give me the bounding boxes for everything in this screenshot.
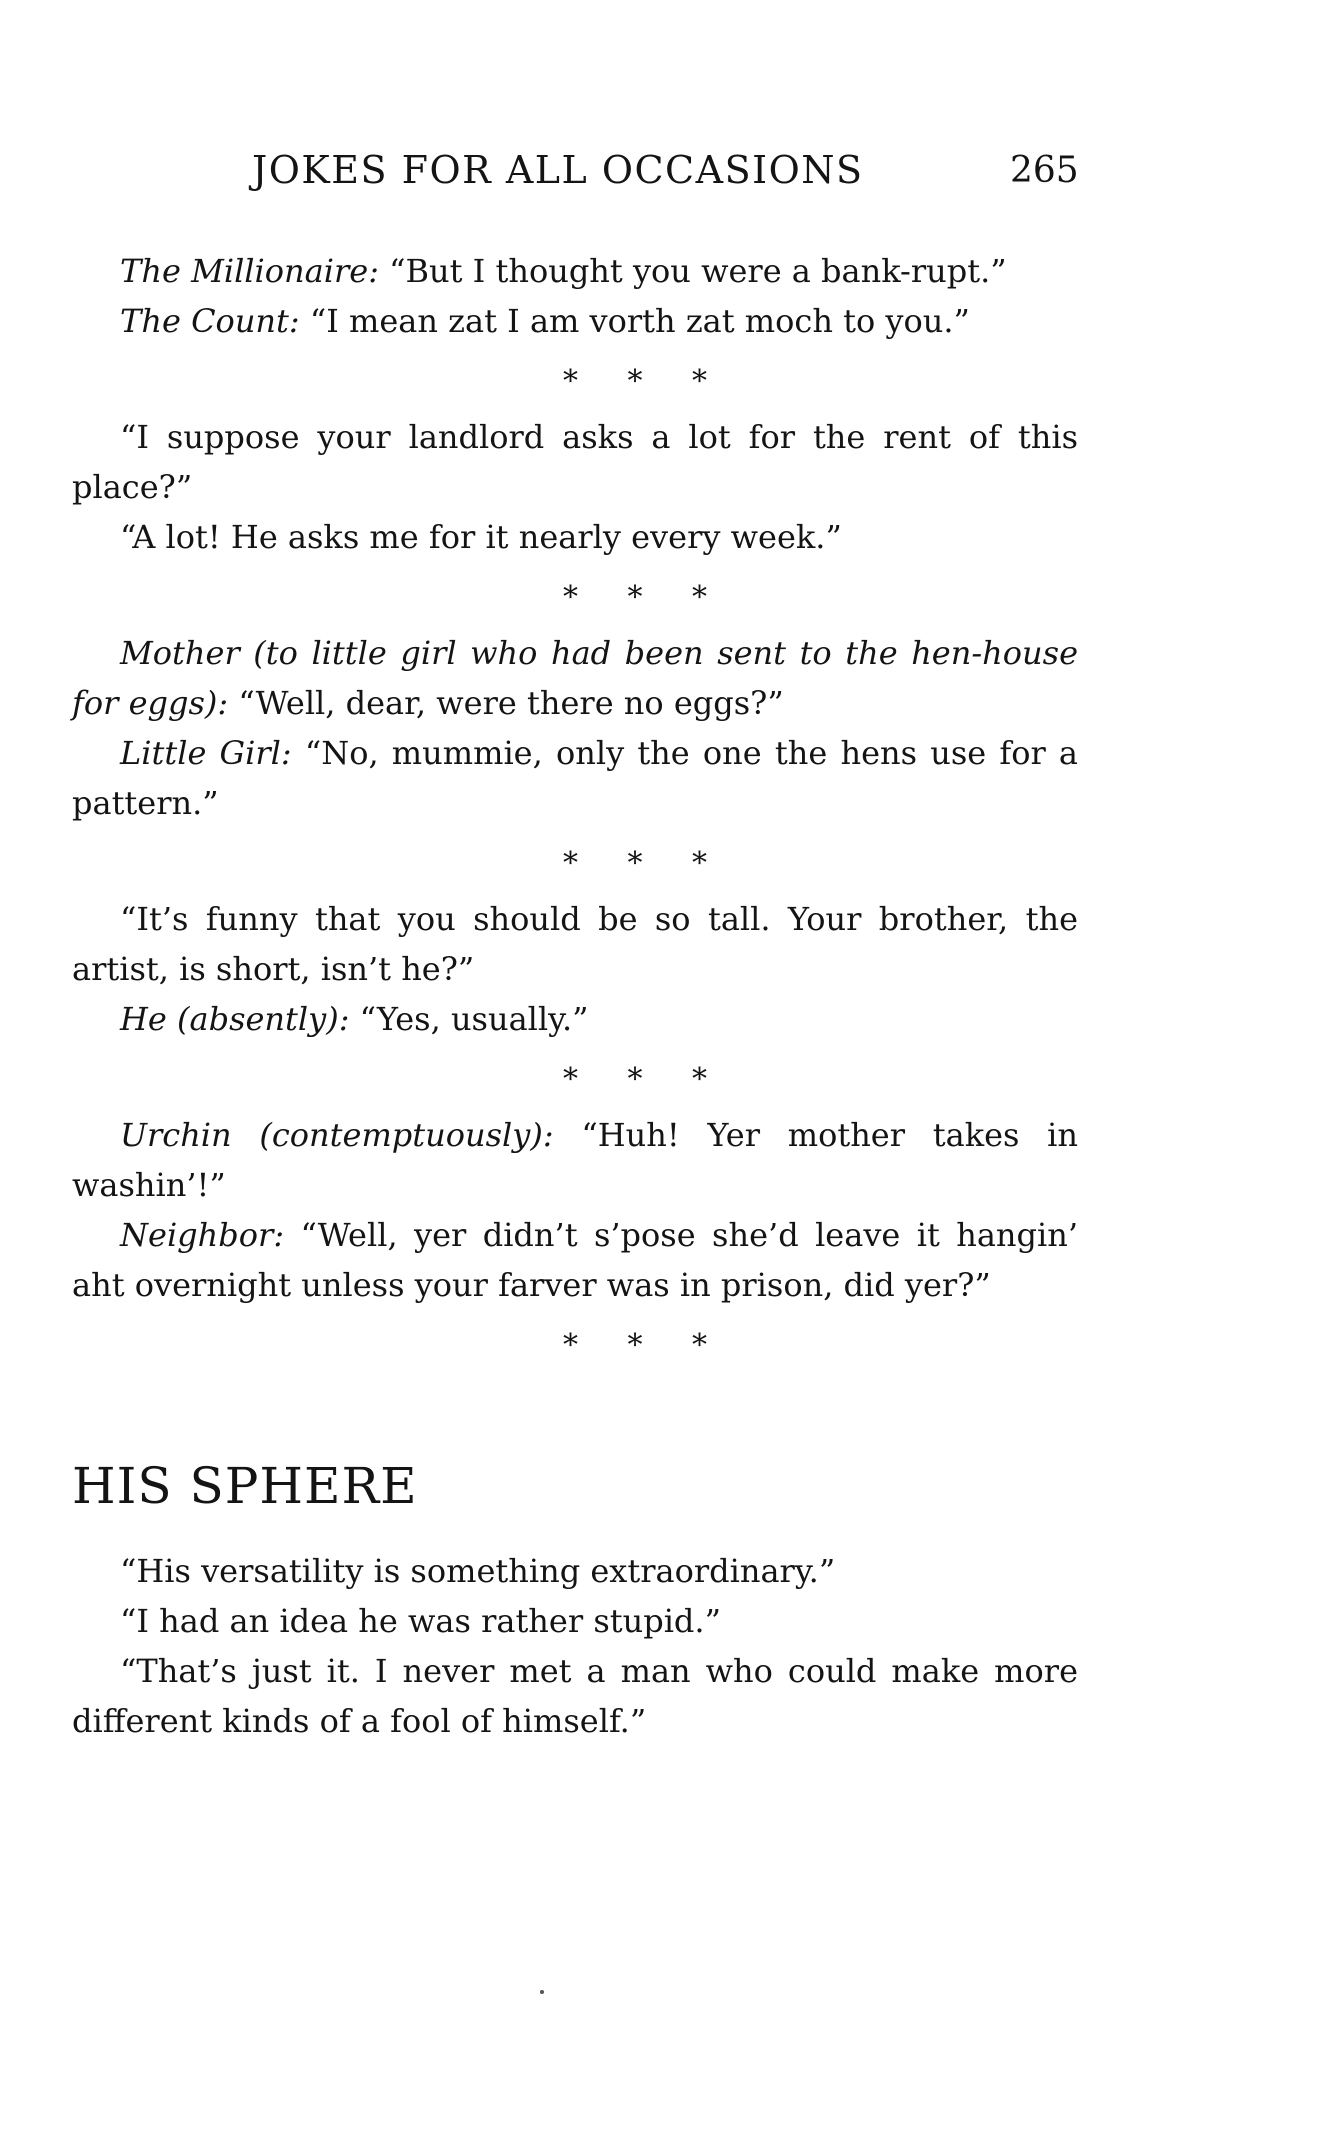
joke-line xyxy=(72,994,1078,1044)
dialogue: “No, mummie, only the one the hens use for a pattern.” xyxy=(72,734,1078,822)
separator-stars: * * * xyxy=(562,580,708,615)
dialogue: “Yes, usually.” xyxy=(359,1000,589,1038)
separator-stars: * * * xyxy=(562,364,708,399)
section-line: “His versatility is something extraordinary.” xyxy=(120,1552,836,1590)
running-head xyxy=(0,148,1331,198)
page-number: 265 xyxy=(1010,150,1079,191)
separator-stars: * * * xyxy=(562,846,708,881)
speaker: The Count: xyxy=(120,302,300,340)
dialogue: “I suppose your landlord asks a lot for the rent of this place?” xyxy=(72,418,1078,506)
joke-line xyxy=(72,246,1078,296)
speaker: He (absently): xyxy=(120,1000,350,1038)
print-speck xyxy=(540,1990,544,1994)
section-line: “I had an idea he was rather stupid.” xyxy=(120,1602,721,1640)
dialogue: “Well, yer didn’t s’pose she’d leave it hangin’ aht overnight unless your farver was in prison, did yer?” xyxy=(72,1216,1079,1304)
separator-stars: * * * xyxy=(562,1328,708,1363)
dialogue: “A lot! He asks me for it nearly every week.” xyxy=(120,518,842,556)
speaker: Mother (to little girl who had been sent to the hen-house for eggs): xyxy=(72,634,1078,722)
joke-line xyxy=(72,894,1078,994)
joke-line xyxy=(72,628,1078,728)
speaker: The Millionaire: xyxy=(120,252,379,290)
speaker: Neighbor: xyxy=(120,1216,285,1254)
speaker: Little Girl: xyxy=(120,734,292,772)
separator-stars: * * * xyxy=(562,1062,708,1097)
dialogue: “It’s funny that you should be so tall. Your brother, the artist, is short, isn’t he?” xyxy=(72,900,1078,988)
joke-line xyxy=(72,1110,1078,1210)
dialogue: “Well, dear, were there no eggs?” xyxy=(238,684,784,722)
joke-line xyxy=(72,1210,1078,1310)
joke-line xyxy=(72,412,1078,512)
page-body xyxy=(72,246,1078,1746)
dialogue: “But I thought you were a bank-rupt.” xyxy=(389,252,1007,290)
dialogue: “I mean zat I am vorth zat moch to you.” xyxy=(309,302,970,340)
speaker: Urchin (contemptuously): xyxy=(120,1116,554,1154)
joke-line xyxy=(72,296,1078,346)
section-line: “That’s just it. I never met a man who could make more different kinds of a fool of himself.” xyxy=(72,1652,1078,1740)
dialogue: “Huh! Yer mother takes in washin’!” xyxy=(72,1116,1079,1204)
section-heading: HIS SPHERE xyxy=(72,1457,418,1515)
joke-line xyxy=(72,728,1078,828)
running-title: JOKES FOR ALL OCCASIONS xyxy=(252,148,864,192)
joke-line xyxy=(72,512,1078,562)
